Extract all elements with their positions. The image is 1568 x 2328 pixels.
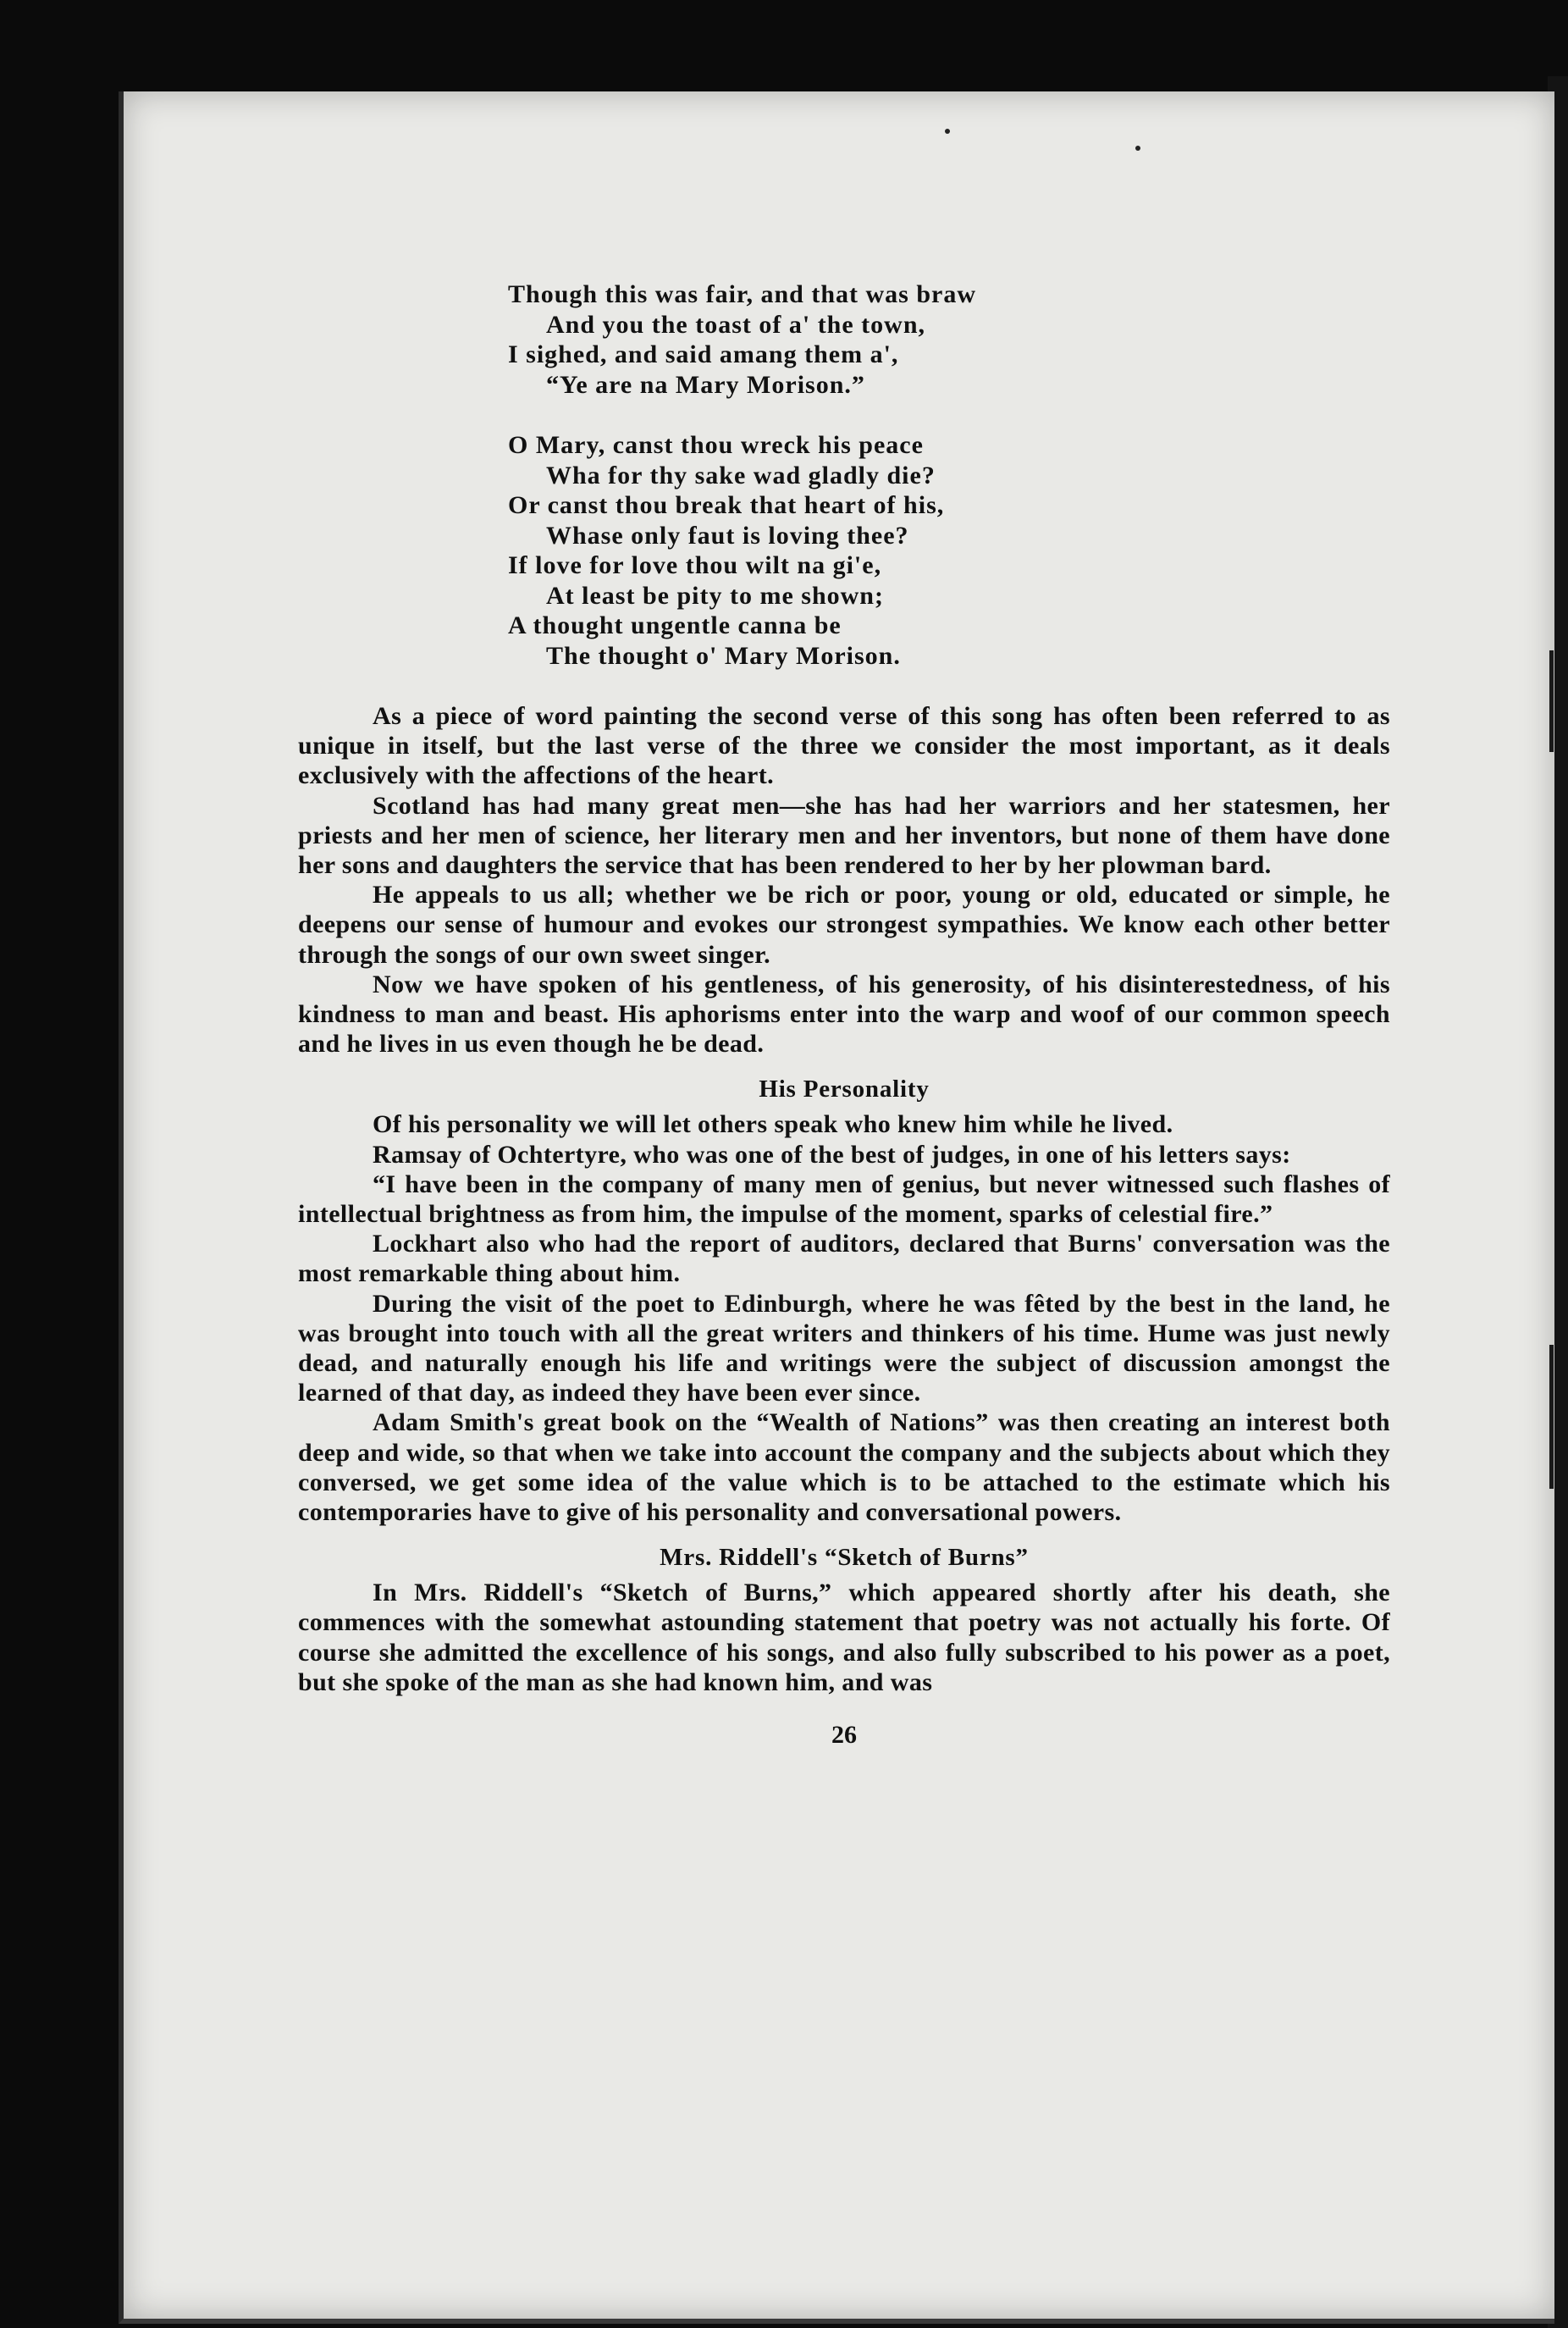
paragraph: In Mrs. Riddell's “Sketch of Burns,” which appeared shortly after his death, she commences with the somewhat astounding statement that poetry was not actually his forte. Of course she admitted the excellence of his songs, and also fully subscribed to his power as a poet, but she spoke of the man as she had known him, and was	[298, 1579, 1390, 1696]
paragraph: Now we have spoken of his gentleness, of his generosity, of his disinterestedness, of his kindness to man and beast. His aphorisms enter into the warp and woof of our common speech and he lives in us even though he be dead.	[298, 970, 1390, 1059]
section-heading: Mrs. Riddell's “Sketch of Burns”	[660, 1544, 1029, 1572]
paragraph: Adam Smith's great book on the “Wealth of Nations” was then creating an interest both deep and wide, so that when we take into account the company and the subjects about which they conversed, we get some idea of the value which is to be attached to the estimate which his contemporaries have to give of his personality and conversational powers.	[298, 1408, 1390, 1527]
poem-line: At least be pity to me shown;	[546, 581, 884, 610]
poem-line: Wha for thy sake wad gladly die?	[546, 461, 936, 489]
poem-stanza	[508, 279, 1390, 400]
poem-line: I sighed, and said amang them a',	[508, 340, 899, 368]
poem-stanza	[508, 430, 1390, 671]
poem-block	[508, 279, 1390, 671]
poem-line: O Mary, canst thou wreck his peace	[508, 431, 924, 459]
paragraph: He appeals to us all; whether we be rich or poor, young or old, educated or simple, he deepens our sense of humour and evokes our strongest sympathies. We know each other better through the songs of our own sweet singer.	[298, 881, 1390, 969]
prose-block	[298, 701, 1390, 1697]
paragraph: During the visit of the poet to Edinburgh, where he was fêted by the best in the land, he was brought into touch with all the great writers and thinkers of his time. Hume was just newly dead, and naturally enough his life and writings were the subject of discussion amongst the learned of that day, as indeed they have been ever since.	[298, 1289, 1390, 1407]
paragraph: “I have been in the company of many men of genius, but never witnessed such flashes of intellectual brightness as from him, the impulse of the moment, sparks of celestial fire.”	[298, 1170, 1390, 1229]
paragraph: Lockhart also who had the report of auditors, declared that Burns' conversation was the most remarkable thing about him.	[298, 1230, 1390, 1288]
paragraph: Ramsay of Ochtertyre, who was one of the best of judges, in one of his letters says:	[373, 1140, 1291, 1169]
poem-line: Whase only faut is loving thee?	[546, 521, 909, 550]
section-heading: His Personality	[759, 1076, 930, 1103]
poem-line: Or canst thou break that heart of his,	[508, 491, 945, 519]
speck-mark	[945, 129, 950, 134]
paragraph: As a piece of word painting the second verse of this song has often been referred to as unique in itself, but the last verse of the three we consider the most important, as it deals exclusively with the affections of the heart.	[298, 702, 1390, 790]
poem-line: “Ye are na Mary Morison.”	[546, 370, 865, 399]
page-content	[298, 279, 1390, 1750]
paragraph: Scotland has had many great men—she has had her warriors and her statesmen, her priests and her men of science, her literary men and her inventors, but none of them have done her sons and daughters the service that has been rendered to her by her plowman bard.	[298, 791, 1390, 880]
paragraph: Of his personality we will let others speak who knew him while he lived.	[373, 1110, 1173, 1139]
poem-line: If love for love thou wilt na gi'e,	[508, 551, 882, 579]
edge-mark	[1549, 650, 1554, 752]
poem-line: A thought ungentle canna be	[508, 611, 842, 639]
poem-line: And you the toast of a' the town,	[546, 310, 926, 339]
poem-line: Though this was fair, and that was braw	[508, 280, 977, 308]
edge-mark	[1549, 1345, 1554, 1489]
speck-mark	[1135, 146, 1140, 151]
page-number: 26	[831, 1721, 857, 1750]
poem-line: The thought o' Mary Morison.	[546, 641, 901, 670]
